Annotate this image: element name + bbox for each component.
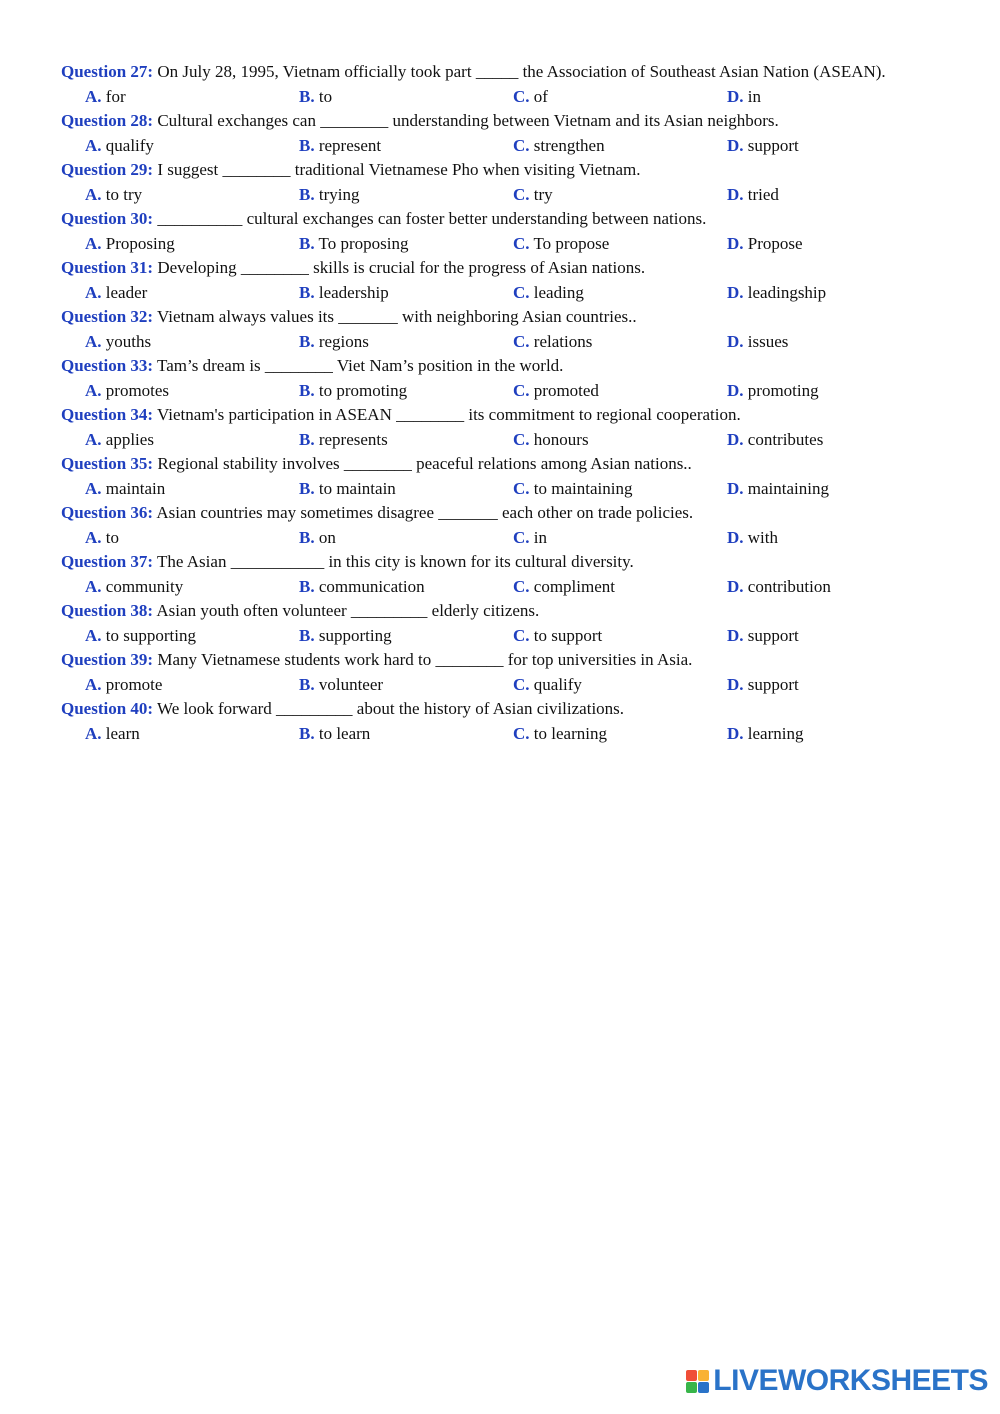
answer-option[interactable]: [513, 232, 609, 257]
answer-option[interactable]: [299, 281, 389, 306]
answer-option[interactable]: [727, 575, 831, 600]
option-text: regions: [314, 331, 369, 351]
question-stem: [61, 305, 941, 330]
answer-option[interactable]: [727, 673, 799, 698]
option-text: contribution: [743, 576, 831, 596]
question-text: Regional stability involves ________ peaceful relations among Asian nations..: [153, 454, 692, 473]
option-text: promotes: [101, 380, 170, 400]
option-letter: B.: [299, 625, 315, 645]
option-text: contributes: [743, 429, 824, 449]
option-text: communication: [314, 576, 425, 596]
option-text: To proposing: [314, 233, 409, 253]
option-letter: B.: [299, 429, 315, 449]
option-letter: B.: [299, 674, 315, 694]
option-text: to try: [101, 184, 143, 204]
answer-option[interactable]: [299, 183, 359, 208]
option-text: to learn: [314, 723, 371, 743]
answer-option[interactable]: [727, 477, 829, 502]
answer-option[interactable]: [299, 526, 336, 551]
option-letter: A.: [85, 331, 102, 351]
answer-option[interactable]: [513, 673, 582, 698]
option-letter: D.: [727, 331, 744, 351]
option-letter: C.: [513, 184, 530, 204]
logo-tile: [686, 1370, 697, 1381]
answer-option[interactable]: [85, 281, 147, 306]
brand-wordmark: LIVEWORKSHEETS: [713, 1364, 988, 1397]
option-text: volunteer: [314, 674, 384, 694]
answer-option[interactable]: [513, 477, 632, 502]
answer-option[interactable]: [85, 379, 169, 404]
option-text: represent: [314, 135, 382, 155]
answer-option[interactable]: [299, 85, 332, 110]
answer-option[interactable]: [85, 232, 175, 257]
answer-option[interactable]: [513, 428, 589, 453]
option-text: tried: [743, 184, 779, 204]
option-letter: A.: [85, 478, 102, 498]
option-letter: A.: [85, 723, 102, 743]
answer-options: [61, 379, 941, 404]
question-text: Many Vietnamese students work hard to ________ for top universities in Asia.: [153, 650, 693, 669]
question-text: On July 28, 1995, Vietnam officially took part _____ the Association of Southeast Asian Nation (ASEAN).: [153, 62, 886, 81]
answer-option[interactable]: [727, 624, 799, 649]
question-text: The Asian ___________ in this city is known for its cultural diversity.: [153, 552, 634, 571]
option-text: to maintain: [314, 478, 396, 498]
option-text: learn: [101, 723, 140, 743]
answer-option[interactable]: [727, 722, 803, 747]
option-text: applies: [101, 429, 154, 449]
question-item: [61, 403, 941, 452]
option-letter: D.: [727, 625, 744, 645]
option-letter: A.: [85, 527, 102, 547]
option-text: honours: [529, 429, 589, 449]
option-text: To propose: [529, 233, 610, 253]
option-text: on: [314, 527, 336, 547]
option-letter: B.: [299, 282, 315, 302]
option-text: try: [529, 184, 553, 204]
question-item: [61, 550, 941, 599]
answer-option[interactable]: [513, 624, 602, 649]
option-letter: D.: [727, 674, 744, 694]
answer-options: [61, 183, 941, 208]
option-text: to supporting: [101, 625, 196, 645]
option-letter: C.: [513, 429, 530, 449]
question-number: Question 32:: [61, 307, 154, 326]
option-letter: C.: [513, 282, 530, 302]
option-text: Proposing: [101, 233, 175, 253]
option-letter: B.: [299, 723, 315, 743]
option-letter: D.: [727, 380, 744, 400]
option-text: support: [743, 135, 799, 155]
logo-tile: [686, 1382, 697, 1393]
answer-option[interactable]: [299, 330, 369, 355]
option-letter: B.: [299, 184, 315, 204]
answer-option[interactable]: [299, 722, 370, 747]
answer-option[interactable]: [299, 673, 383, 698]
liveworksheets-logo-icon: [686, 1370, 709, 1393]
option-letter: D.: [727, 282, 744, 302]
option-text: promoted: [529, 380, 599, 400]
question-number: Question 35:: [61, 454, 154, 473]
option-text: to support: [529, 625, 603, 645]
option-letter: B.: [299, 380, 315, 400]
option-letter: A.: [85, 625, 102, 645]
option-text: maintaining: [743, 478, 829, 498]
answer-option[interactable]: [727, 183, 779, 208]
question-number: Question 38:: [61, 601, 154, 620]
option-text: to maintaining: [529, 478, 633, 498]
option-text: support: [743, 674, 799, 694]
option-text: leading: [529, 282, 584, 302]
question-item: [61, 60, 941, 109]
option-text: to: [101, 527, 120, 547]
question-text: Asian youth often volunteer _________ elderly citizens.: [153, 601, 540, 620]
answer-option[interactable]: [85, 85, 126, 110]
answer-option[interactable]: [85, 183, 142, 208]
option-text: supporting: [314, 625, 392, 645]
answer-option[interactable]: [299, 575, 425, 600]
option-letter: A.: [85, 86, 102, 106]
answer-options: [61, 526, 941, 551]
option-text: promoting: [743, 380, 819, 400]
option-text: trying: [314, 184, 360, 204]
option-text: for: [101, 86, 126, 106]
question-text: I suggest ________ traditional Vietnamese Pho when visiting Vietnam.: [153, 160, 641, 179]
option-letter: D.: [727, 86, 744, 106]
option-letter: B.: [299, 478, 315, 498]
option-text: of: [529, 86, 548, 106]
question-text: Vietnam always values its _______ with neighboring Asian countries..: [153, 307, 637, 326]
answer-option[interactable]: [727, 85, 761, 110]
answer-option[interactable]: [85, 673, 162, 698]
option-letter: B.: [299, 527, 315, 547]
option-letter: A.: [85, 233, 102, 253]
option-text: promote: [101, 674, 163, 694]
question-text: Developing ________ skills is crucial for the progress of Asian nations.: [153, 258, 646, 277]
answer-option[interactable]: [85, 134, 154, 159]
answer-option[interactable]: [727, 281, 826, 306]
answer-option[interactable]: [727, 134, 799, 159]
question-stem: [61, 60, 941, 85]
answer-options: [61, 85, 941, 110]
option-text: to learning: [529, 723, 607, 743]
option-letter: A.: [85, 576, 102, 596]
option-text: leader: [101, 282, 148, 302]
question-text: __________ cultural exchanges can foster better understanding between nations.: [153, 209, 707, 228]
logo-tile: [698, 1370, 709, 1381]
option-letter: C.: [513, 723, 530, 743]
question-stem: [61, 207, 941, 232]
option-letter: C.: [513, 331, 530, 351]
answer-options: [61, 722, 941, 747]
question-item: [61, 452, 941, 501]
option-text: relations: [529, 331, 593, 351]
answer-option[interactable]: [727, 330, 788, 355]
answer-option[interactable]: [727, 428, 823, 453]
answer-options: [61, 673, 941, 698]
answer-options: [61, 281, 941, 306]
answer-option[interactable]: [513, 526, 547, 551]
option-letter: D.: [727, 576, 744, 596]
option-letter: A.: [85, 282, 102, 302]
answer-option[interactable]: [513, 575, 615, 600]
answer-option[interactable]: [513, 722, 607, 747]
option-letter: A.: [85, 674, 102, 694]
question-number: Question 31:: [61, 258, 154, 277]
question-stem: [61, 648, 941, 673]
option-letter: B.: [299, 576, 315, 596]
question-item: [61, 158, 941, 207]
option-letter: C.: [513, 135, 530, 155]
option-letter: C.: [513, 625, 530, 645]
answer-option[interactable]: [513, 379, 599, 404]
liveworksheets-brand[interactable]: [686, 1364, 988, 1398]
answer-option[interactable]: [299, 477, 396, 502]
option-text: qualify: [101, 135, 154, 155]
answer-option[interactable]: [513, 85, 548, 110]
answer-options: [61, 428, 941, 453]
question-number: Question 40:: [61, 699, 154, 718]
answer-option[interactable]: [85, 428, 154, 453]
option-text: represents: [314, 429, 388, 449]
answer-option[interactable]: [727, 379, 819, 404]
option-letter: C.: [513, 380, 530, 400]
answer-options: [61, 624, 941, 649]
question-number: Question 34:: [61, 405, 154, 424]
question-item: [61, 599, 941, 648]
option-text: maintain: [101, 478, 166, 498]
answer-options: [61, 575, 941, 600]
answer-option[interactable]: [299, 232, 408, 257]
logo-tile: [698, 1382, 709, 1393]
option-letter: C.: [513, 233, 530, 253]
question-stem: [61, 501, 941, 526]
question-item: [61, 109, 941, 158]
answer-options: [61, 477, 941, 502]
answer-option[interactable]: [85, 722, 140, 747]
question-item: [61, 648, 941, 697]
option-letter: A.: [85, 135, 102, 155]
option-text: in: [529, 527, 548, 547]
answer-option[interactable]: [727, 232, 803, 257]
question-stem: [61, 599, 941, 624]
question-text: Cultural exchanges can ________ understanding between Vietnam and its Asian neighbors.: [153, 111, 779, 130]
option-text: support: [743, 625, 799, 645]
question-number: Question 27:: [61, 62, 154, 81]
question-item: [61, 697, 941, 746]
question-number: Question 36:: [61, 503, 154, 522]
option-letter: B.: [299, 86, 315, 106]
question-text: We look forward _________ about the history of Asian civilizations.: [153, 699, 625, 718]
option-text: qualify: [529, 674, 582, 694]
option-letter: A.: [85, 380, 102, 400]
option-text: compliment: [529, 576, 615, 596]
option-text: to: [314, 86, 333, 106]
option-text: strengthen: [529, 135, 605, 155]
question-stem: [61, 109, 941, 134]
option-text: leadership: [314, 282, 389, 302]
answer-option[interactable]: [299, 379, 407, 404]
option-text: in: [743, 86, 762, 106]
question-stem: [61, 158, 941, 183]
question-item: [61, 256, 941, 305]
answer-option[interactable]: [299, 134, 381, 159]
question-number: Question 28:: [61, 111, 154, 130]
question-number: Question 29:: [61, 160, 154, 179]
option-letter: D.: [727, 233, 744, 253]
question-item: [61, 207, 941, 256]
question-number: Question 33:: [61, 356, 154, 375]
question-text: Asian countries may sometimes disagree _______ each other on trade policies.: [153, 503, 694, 522]
option-text: to promoting: [314, 380, 408, 400]
option-letter: B.: [299, 233, 315, 253]
answer-option[interactable]: [85, 477, 165, 502]
option-text: with: [743, 527, 779, 547]
option-letter: C.: [513, 527, 530, 547]
option-letter: D.: [727, 429, 744, 449]
option-text: Propose: [743, 233, 803, 253]
answer-option[interactable]: [299, 428, 388, 453]
question-stem: [61, 354, 941, 379]
answer-options: [61, 232, 941, 257]
option-letter: B.: [299, 331, 315, 351]
answer-options: [61, 134, 941, 159]
option-letter: D.: [727, 478, 744, 498]
question-number: Question 39:: [61, 650, 154, 669]
question-item: [61, 354, 941, 403]
option-letter: A.: [85, 429, 102, 449]
answer-option[interactable]: [85, 330, 151, 355]
option-text: community: [101, 576, 184, 596]
question-stem: [61, 403, 941, 428]
worksheet: [61, 60, 941, 746]
answer-option[interactable]: [513, 183, 553, 208]
question-number: Question 30:: [61, 209, 154, 228]
option-letter: C.: [513, 576, 530, 596]
option-letter: A.: [85, 184, 102, 204]
option-text: learning: [743, 723, 804, 743]
answer-option[interactable]: [513, 281, 584, 306]
answer-option[interactable]: [727, 526, 778, 551]
question-stem: [61, 697, 941, 722]
option-letter: C.: [513, 478, 530, 498]
question-text: Vietnam's participation in ASEAN ________ its commitment to regional cooperation.: [153, 405, 741, 424]
answer-option[interactable]: [85, 526, 119, 551]
option-letter: C.: [513, 674, 530, 694]
option-text: youths: [101, 331, 152, 351]
option-text: leadingship: [743, 282, 827, 302]
option-text: issues: [743, 331, 789, 351]
answer-option[interactable]: [513, 134, 605, 159]
option-letter: C.: [513, 86, 530, 106]
question-stem: [61, 256, 941, 281]
answer-option[interactable]: [299, 624, 392, 649]
option-letter: D.: [727, 135, 744, 155]
question-number: Question 37:: [61, 552, 154, 571]
answer-options: [61, 330, 941, 355]
option-letter: D.: [727, 527, 744, 547]
question-item: [61, 501, 941, 550]
option-letter: D.: [727, 723, 744, 743]
answer-option[interactable]: [85, 575, 183, 600]
answer-option[interactable]: [85, 624, 196, 649]
question-item: [61, 305, 941, 354]
option-letter: B.: [299, 135, 315, 155]
answer-option[interactable]: [513, 330, 592, 355]
option-letter: D.: [727, 184, 744, 204]
question-stem: [61, 550, 941, 575]
question-text: Tam’s dream is ________ Viet Nam’s position in the world.: [153, 356, 564, 375]
question-stem: [61, 452, 941, 477]
